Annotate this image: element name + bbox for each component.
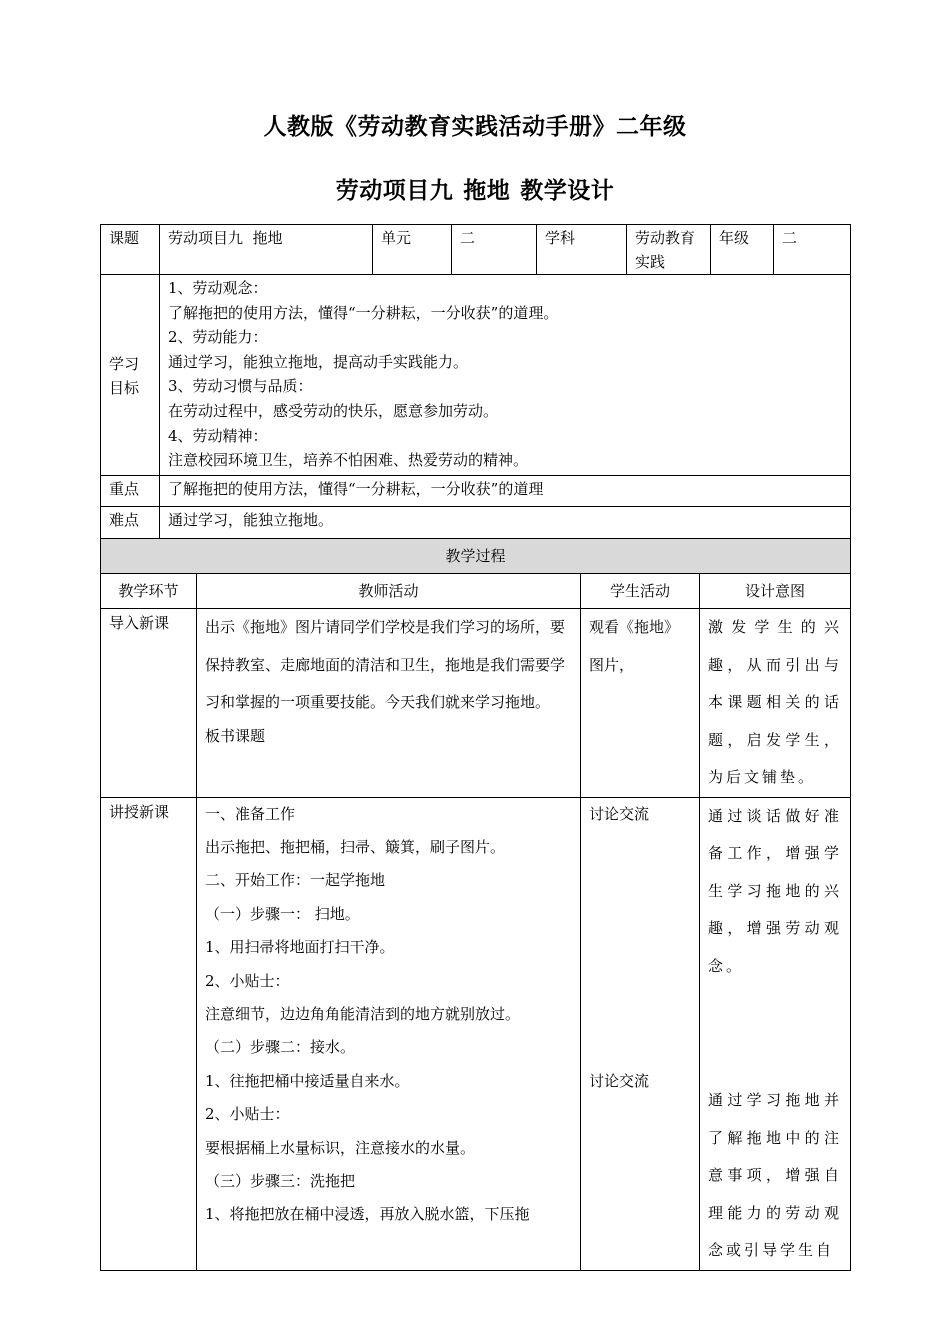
lecture-student-activity (581, 797, 700, 1270)
intro-student-activity: 观看《拖地》图片， (581, 609, 700, 798)
goal-line: 通过学习，能独立拖地，提高动手实践能力。 (168, 352, 469, 371)
subtitle-topic: 拖地 (463, 178, 511, 204)
goal-line: 3、劳动习惯与品质： (168, 377, 313, 396)
difficulty-value: 通过学习，能独立拖地。 (160, 507, 851, 540)
goal-line: 在劳动过程中，感受劳动的快乐，愿意参加劳动。 (168, 401, 499, 420)
column-header-student: 学生活动 (581, 574, 700, 609)
lecture-line: 出示拖把、拖把桶，扫帚、簸箕，刷子图片。 (205, 837, 506, 856)
intro-teacher-text: 出示《拖地》图片请同学们学校是我们学习的场所，要保持教室、走廊地面的清洁和卫生，拖地是我们需要学习和掌握的一项重要技能。今天我们就来学习拖地。 (205, 618, 566, 711)
lecture-design-intent (700, 797, 851, 1270)
goal-line: 了解拖把的使用方法，懂得“一分耕耘，一分收获”的道理。 (168, 303, 559, 322)
column-header-teacher: 教师活动 (197, 574, 581, 609)
goal-line: 注意校园环境卫生，培养不怕困难、热爱劳动的精神。 (168, 451, 529, 470)
goals-content (160, 275, 851, 476)
goal-line: 1、劳动观念： (168, 279, 268, 297)
intro-teacher-extra: 板书课题 (205, 726, 266, 745)
lecture-line: （三）步骤三：洗拖把 (205, 1171, 356, 1190)
grade-value: 二 (774, 225, 851, 275)
document-title: 人教版《劳动教育实践活动手册》二年级 (263, 114, 687, 140)
lecture-line: 1、将拖把放在桶中浸透，再放入脱水篮，下压拖 (205, 1205, 530, 1224)
lecture-intent-1: 通过谈话做好准备工作，增强学生学习拖地的兴趣，增强劳动观念。 (708, 806, 843, 975)
lecture-line: 2、小贴士： (205, 971, 290, 990)
lecture-line: （一）步骤一： 扫地。 (205, 904, 360, 923)
lecture-line: 要根据桶上水量标识，注意接水的水量。 (205, 1138, 476, 1157)
lecture-stage: 讲授新课 (101, 797, 197, 1270)
teaching-process-table (100, 538, 851, 1271)
lecture-line: 2、小贴士： (205, 1105, 290, 1124)
column-header-stage: 教学环节 (101, 574, 197, 609)
key-point-label: 重点 (101, 476, 160, 507)
goal-line: 2、劳动能力： (168, 328, 268, 347)
lecture-intent-2: 通过学习拖地并了解拖地中的注意事项，增强自理能力的劳动观念或引导学生自 (708, 1091, 843, 1259)
goals-label: 学习目标 (101, 275, 160, 476)
document-subtitle (0, 172, 950, 205)
subject-label: 学科 (537, 225, 627, 275)
unit-label: 单元 (373, 225, 452, 275)
subject-value: 劳动教育实践 (627, 225, 711, 275)
unit-value: 二 (452, 225, 537, 275)
intro-stage: 导入新课 (101, 609, 197, 798)
topic-value: 劳动项目九 拖地 (160, 225, 373, 275)
lecture-line: 注意细节，边边角角能清洁到的地方就别放过。 (205, 1004, 521, 1023)
lecture-line: 二、开始工作：一起学拖地 (205, 871, 386, 890)
column-header-intent: 设计意图 (700, 574, 851, 609)
intro-design-intent: 激发学生的兴趣，从而引出与本课题相关的话题，启发学生，为后文铺垫。 (700, 609, 851, 798)
intro-teacher-activity (197, 609, 581, 798)
lecture-teacher-activity (197, 797, 581, 1270)
subtitle-design: 教学设计 (520, 178, 615, 204)
lecture-student-1: 讨论交流 (589, 804, 650, 823)
lesson-info-table (100, 224, 851, 540)
goal-line: 4、劳动精神： (168, 426, 268, 445)
key-point-value: 了解拖把的使用方法，懂得“一分耕耘，一分收获”的道理 (160, 476, 851, 507)
topic-label: 课题 (101, 225, 160, 275)
lecture-student-2: 讨论交流 (589, 1071, 650, 1090)
grade-label: 年级 (711, 225, 774, 275)
lecture-line: 1、往拖把桶中接适量自来水。 (205, 1071, 410, 1090)
lecture-line: 1、用扫帚将地面打扫干净。 (205, 938, 395, 957)
subtitle-project: 劳动项目九 (335, 178, 454, 204)
difficulty-label: 难点 (101, 507, 160, 540)
process-header: 教学过程 (101, 539, 851, 574)
lecture-line: （二）步骤二：接水。 (205, 1038, 356, 1057)
lecture-line: 一、准备工作 (205, 804, 296, 823)
